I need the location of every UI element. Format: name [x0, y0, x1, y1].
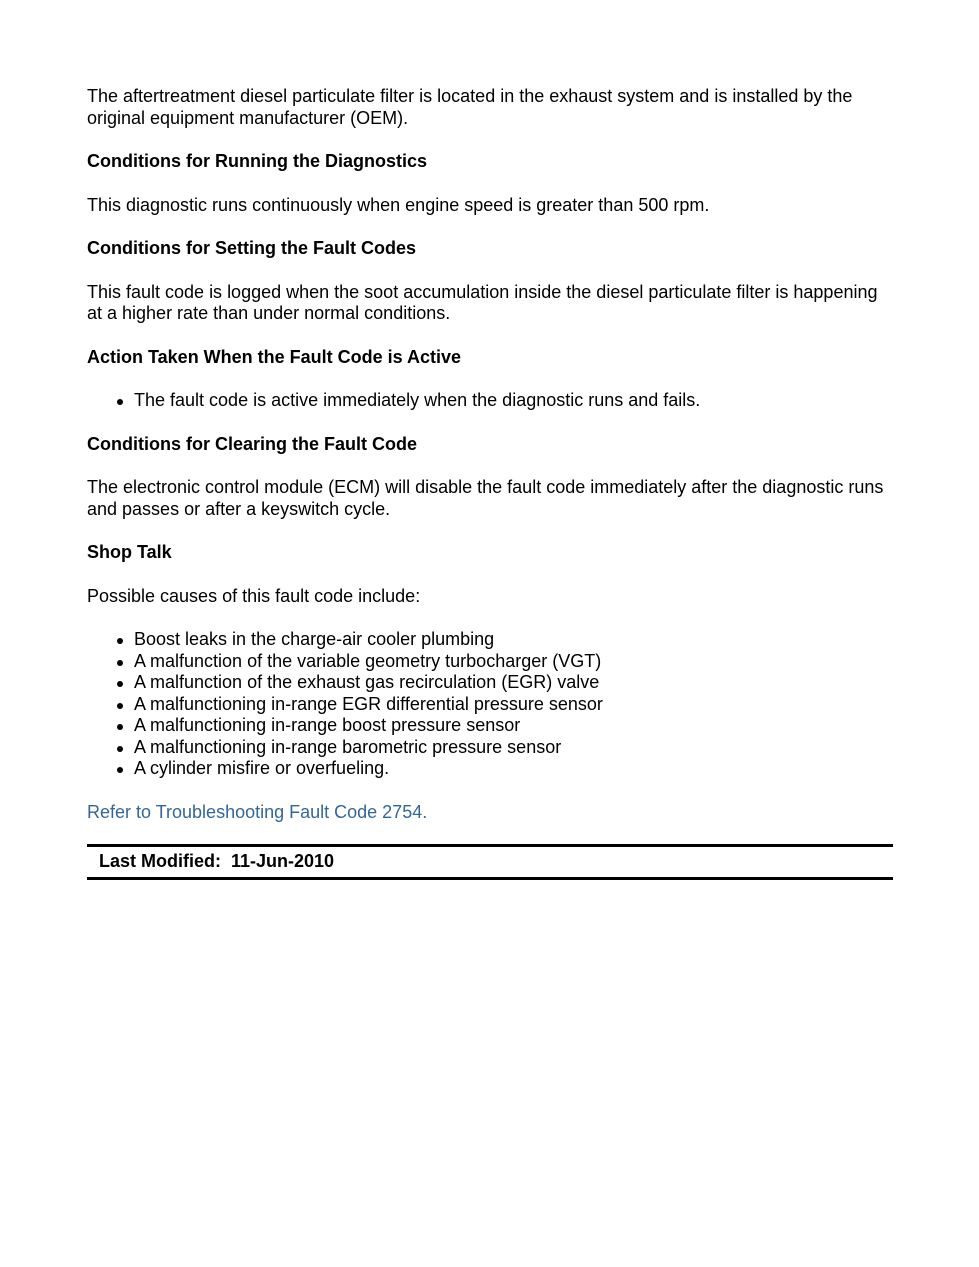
list-item: A malfunctioning in-range boost pressure sensor — [134, 715, 893, 737]
document-page — [87, 86, 893, 880]
heading-clearing-fault-code: Conditions for Clearing the Fault Code — [87, 433, 417, 454]
heading-setting-fault-codes: Conditions for Setting the Fault Codes — [87, 238, 416, 258]
list-item: A malfunctioning in-range EGR differential pressure sensor — [134, 694, 893, 716]
heading-action-taken: Action Taken When the Fault Code is Active — [87, 346, 462, 367]
list-item: A malfunction of the variable geometry turbocharger (VGT) — [134, 651, 893, 673]
troubleshooting-link[interactable]: Refer to Troubleshooting Fault Code 2754. — [87, 801, 428, 822]
list-item: A cylinder misfire or overfueling. — [134, 758, 893, 780]
clearing-fault-code-text: The electronic control module (ECM) will disable the fault code immediately after the diagnostic runs and passes or after a keyswitch cycle. — [87, 477, 884, 519]
list-item: The fault code is active immediately when the diagnostic runs and fails. — [134, 390, 893, 412]
action-taken-list — [87, 390, 893, 412]
last-modified-label: Last Modified: — [99, 851, 221, 872]
setting-fault-codes-text: This fault code is logged when the soot accumulation inside the diesel particulate filter is happening at a higher rate than under normal conditions. — [87, 281, 878, 323]
shop-talk-text: Possible causes of this fault code include: — [87, 585, 421, 606]
heading-shop-talk: Shop Talk — [87, 542, 172, 562]
list-item: A malfunctioning in-range barometric pressure sensor — [134, 737, 893, 759]
heading-running-diagnostics: Conditions for Running the Diagnostics — [87, 151, 427, 171]
possible-causes-list — [87, 629, 893, 780]
last-modified-footer — [87, 844, 893, 880]
last-modified-date: 11-Jun-2010 — [231, 851, 335, 872]
list-item: A malfunction of the exhaust gas recirculation (EGR) valve — [134, 672, 893, 694]
intro-paragraph: The aftertreatment diesel particulate filter is located in the exhaust system and is installed by the original equipment manufacturer (OEM). — [87, 86, 853, 128]
running-diagnostics-text: This diagnostic runs continuously when engine speed is greater than 500 rpm. — [87, 194, 710, 215]
list-item: Boost leaks in the charge-air cooler plumbing — [134, 629, 893, 651]
